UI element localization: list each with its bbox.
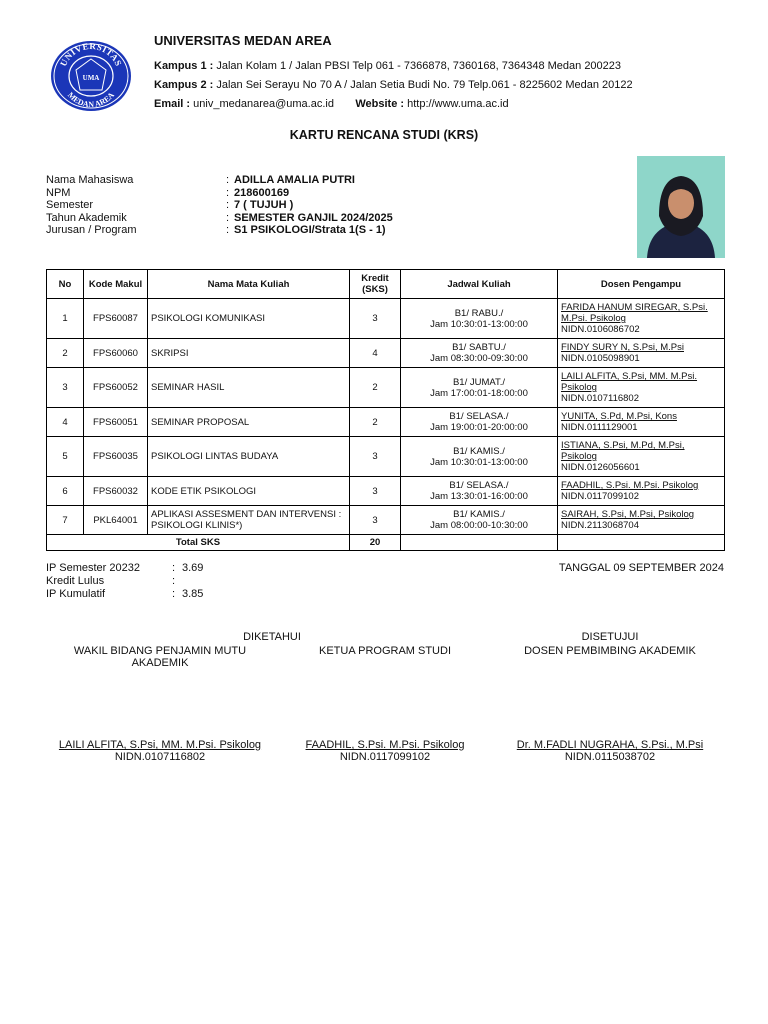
student-photo xyxy=(637,156,725,258)
table-row: 4 FPS60051 SEMINAR PROPOSAL 2 B1/ SELASA./ Jam 19:00:01-20:00:00 YUNITA, S.Pd, M.Psi, Kons NIDN.0111129001 xyxy=(47,408,725,437)
left-signatory-title: WAKIL BIDANG PENJAMIN MUTU AKADEMIK xyxy=(73,645,247,669)
right-signatory-title: DOSEN PEMBIMBING AKADEMIK xyxy=(524,645,696,657)
table-row: 5 FPS60035 PSIKOLOGI LINTAS BUDAYA 3 B1/ KAMIS./ Jam 10:30:01-13:00:00 ISTIANA, S.Psi, M.Pd, M.Psi, Psikolog NIDN.0126056601 xyxy=(47,437,725,477)
campus2-line: Kampus 2 : Jalan Sei Serayu No 70 A / Jalan Setia Budi No. 79 Telp.061 - 8225602 Medan 20122 xyxy=(154,79,633,91)
table-row: 7 PKL64001 APLIKASI ASSESMENT DAN INTERVENSI : PSIKOLOGI KLINIS*) 3 B1/ KAMIS./ Jam 08:00:00-10:30:00 SAIRAH, S.Psi, M.Psi, Psikolog NIDN.2113068704 xyxy=(47,506,725,535)
svg-text:UMA: UMA xyxy=(82,74,100,82)
table-row: 2 FPS60060 SKRIPSI 4 B1/ SABTU./ Jam 08:30:00-09:30:00 FINDY SURY N, S.Psi, M.Psi NIDN.0105098901 xyxy=(47,339,725,368)
grade-summary: IP Semester 20232 : 3.69 Kredit Lulus : IP Kumulatif : 3.85 xyxy=(46,562,204,600)
header-kredit: Kredit (SKS) xyxy=(350,270,401,299)
header-kode: Kode Makul xyxy=(84,270,148,299)
svg-text:UNIVERSITAS: UNIVERSITAS xyxy=(58,40,124,68)
diketahui-label: DIKETAHUI xyxy=(243,631,301,643)
left-signatory: LAILI ALFITA, S.Psi, MM. M.Psi. Psikolog NIDN.0107116802 xyxy=(58,739,262,763)
krs-table xyxy=(46,269,725,551)
contact-line: Email : univ_medanarea@uma.ac.id Website : http://www.uma.ac.id xyxy=(154,98,509,110)
header-nama: Nama Mata Kuliah xyxy=(148,270,350,299)
table-header-row xyxy=(47,270,725,299)
total-row: Total SKS 20 xyxy=(47,535,725,551)
header-jadwal: Jadwal Kuliah xyxy=(401,270,558,299)
student-info: Nama Mahasiswa : ADILLA AMALIA PUTRI NPM : 218600169 Semester : 7 ( TUJUH ) Tahun Akademik : SEMESTER GANJIL 2024/2025 Jurusan / Program : S1 PSIKOLOGI/Strata 1(S - 1) xyxy=(46,174,393,237)
campus1-line: Kampus 1 : Jalan Kolam 1 / Jalan PBSI Telp 061 - 7366878, 7360168, 7364348 Medan 200223 xyxy=(154,60,622,72)
table-row: 1 FPS60087 PSIKOLOGI KOMUNIKASI 3 B1/ RABU./ Jam 10:30:01-13:00:00 FARIDA HANUM SIREGAR, S.Psi. M.Psi. Psikolog NIDN.0106086702 xyxy=(47,299,725,339)
mid-signatory-title: KETUA PROGRAM STUDI xyxy=(318,645,452,657)
university-name: UNIVERSITAS MEDAN AREA xyxy=(154,33,332,48)
university-logo xyxy=(50,40,132,112)
document-date: TANGGAL 09 SEPTEMBER 2024 xyxy=(558,562,724,574)
mid-signatory: FAADHIL, S.Psi. M.Psi. Psikolog NIDN.0117099102 xyxy=(305,739,465,763)
table-row: 3 FPS60052 SEMINAR HASIL 2 B1/ JUMAT./ Jam 17:00:01-18:00:00 LAILI ALFITA, S.Psi, MM. M.Psi. Psikolog NIDN.0107116802 xyxy=(47,368,725,408)
table-row: 6 FPS60032 KODE ETIK PSIKOLOGI 3 B1/ SELASA./ Jam 13:30:01-16:00:00 FAADHIL, S.Psi. M.Psi. Psikolog NIDN.0117099102 xyxy=(47,477,725,506)
header-no: No xyxy=(47,270,84,299)
right-signatory: Dr. M.FADLI NUGRAHA, S.Psi., M.Psi NIDN.0115038702 xyxy=(516,739,704,763)
disetujui-label: DISETUJUI xyxy=(581,631,639,643)
document-title: KARTU RENCANA STUDI (KRS) xyxy=(289,128,479,142)
header-dosen: Dosen Pengampu xyxy=(558,270,725,299)
svg-text:MEDAN AREA: MEDAN AREA xyxy=(65,90,117,110)
